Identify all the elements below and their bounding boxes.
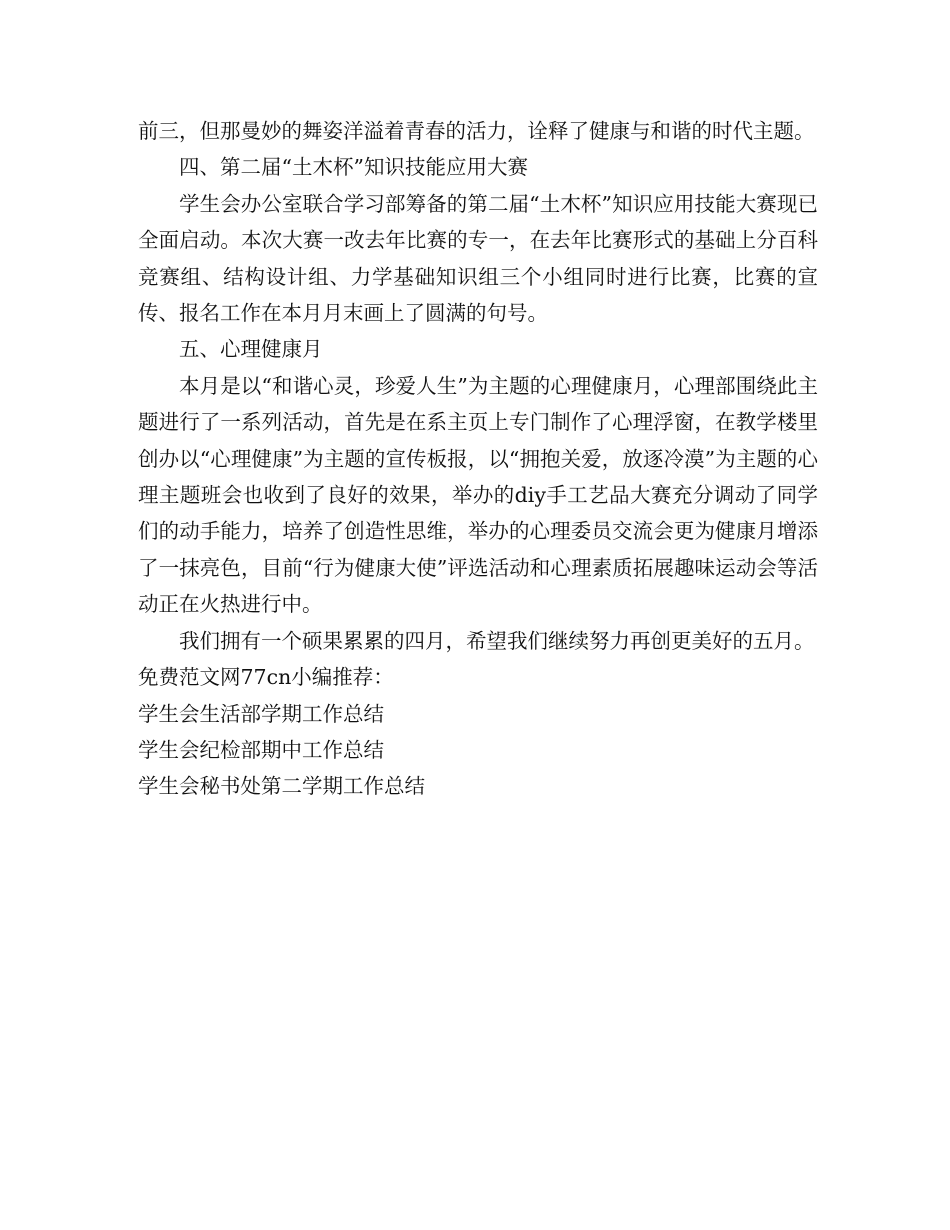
paragraph-contest: 学生会办公室联合学习部筹备的第二届“土木杯”知识应用技能大赛现已全面启动。本次大赛一改去年比赛的专一，在去年比赛形式的基础上分百科竞赛组、结构设计组、力学基础知识组三个小组同时进行比赛，比赛的宣传、报名工作在本月月末画上了圆满的句号。 [138,191,818,326]
recommend-label: 免费范文网77cn小编推荐： [138,665,394,690]
recommend-link-2[interactable]: 学生会纪检部期中工作总结 [138,737,384,762]
recommend-link-3[interactable]: 学生会秘书处第二学期工作总结 [138,774,425,799]
section-heading-contest: 四、第二届“土木杯”知识技能应用大赛 [179,155,528,180]
paragraph-continuation: 前三，但那曼妙的舞姿洋溢着青春的活力，诠释了健康与和谐的时代主题。 [138,119,815,143]
paragraph-closing: 我们拥有一个硕果累累的四月，希望我们继续努力再创更美好的五月。 [179,628,815,653]
recommend-link-1[interactable]: 学生会生活部学期工作总结 [138,701,384,726]
document-page [138,113,818,805]
paragraph-mental-health: 本月是以“和谐心灵，珍爱人生”为主题的心理健康月，心理部围绕此主题进行了一系列活动，首先是在系主页上专门制作了心理浮窗，在教学楼里创办以“心理健康”为主题的宣传板报，以“拥抱关爱，放逐冷漠”为主题的心理主题班会也收到了良好的效果，举办的diy手工艺品大赛充分调动了同学们的动手能力，培养了创造性思维，举办的心理委员交流会更为健康月增添了一抹亮色，目前“行为健康大使”评选活动和心理素质拓展趣味运动会等活动正在火热进行中。 [138,373,818,617]
section-heading-mental-health: 五、心理健康月 [179,337,323,362]
